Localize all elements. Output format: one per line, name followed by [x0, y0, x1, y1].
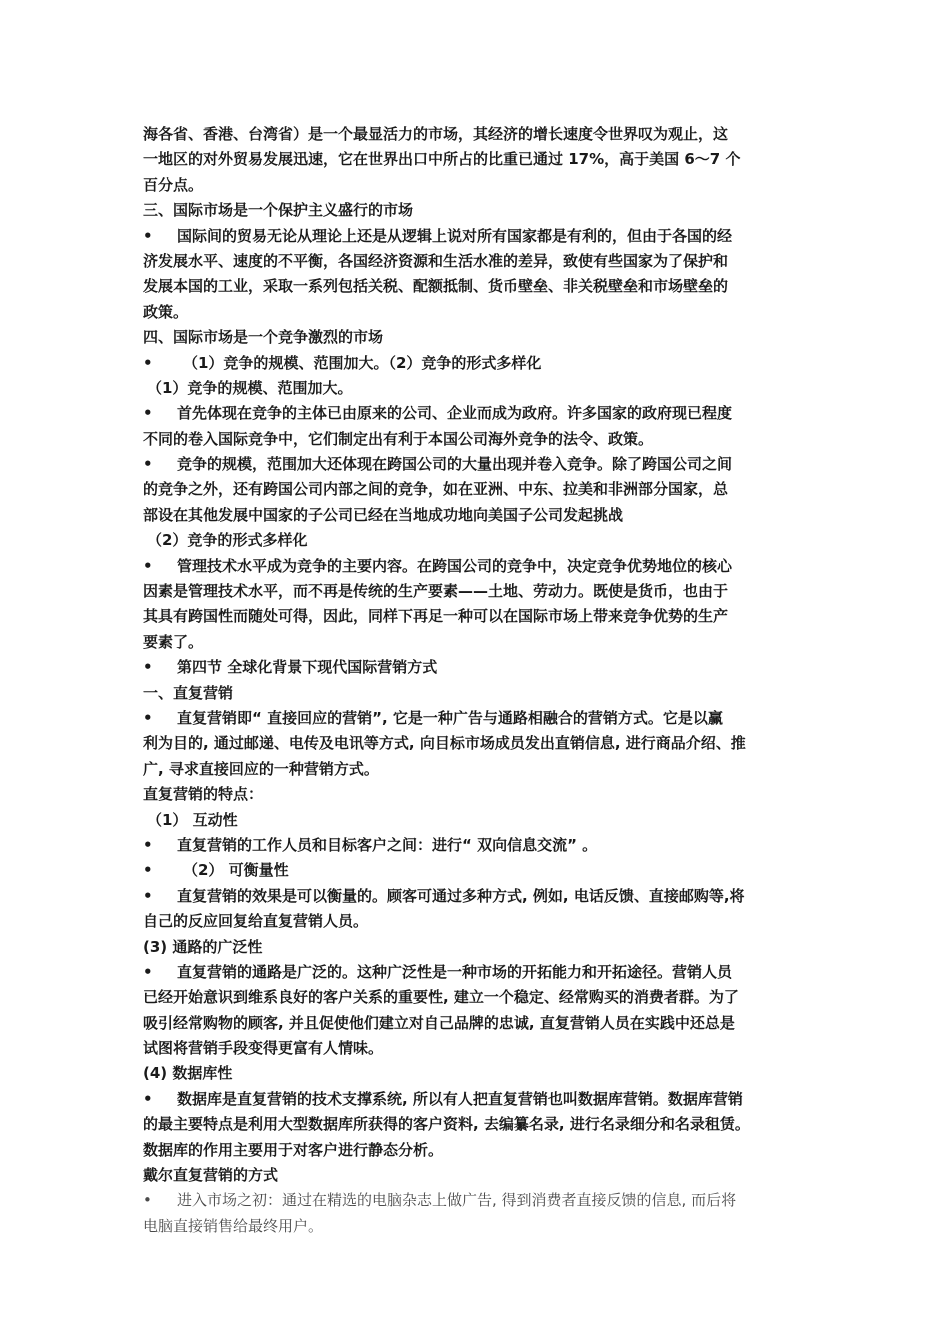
bullet-mark: •: [143, 455, 153, 474]
paragraph-line: [143, 985, 815, 1010]
bullet-mark: •: [143, 886, 153, 905]
line-text: 管理技术水平成为竞争的主要内容。在跨国公司的竞争中，决定竞争优势地位的核心: [177, 556, 733, 575]
paragraph-line: [143, 503, 815, 528]
line-text: 国际间的贸易无论从理论上还是从逻辑上说对所有国家都是有利的，但由于各国的经: [177, 226, 733, 245]
paragraph-line: [143, 935, 815, 960]
bullet-paragraph-line: [143, 960, 815, 985]
paragraph-line: [143, 731, 815, 756]
line-text: 第四节 全球化背景下现代国际营销方式: [177, 658, 438, 677]
bullet-mark: •: [143, 1089, 153, 1108]
line-text: 的最主要特点是利用大型数据库所获得的客户资料, 去编纂名录, 进行名录细分和名录租赁。: [143, 1115, 750, 1134]
bullet-paragraph-line: [143, 401, 815, 426]
paragraph-line: [143, 376, 815, 401]
paragraph-line: [143, 528, 815, 553]
bullet-mark: •: [143, 658, 153, 677]
bullet-paragraph-line: [143, 884, 815, 909]
line-text: （2） 可衡量性: [183, 861, 289, 880]
line-text: 部设在其他发展中国家的子公司已经在当地成功地向美国子公司发起挑战: [143, 505, 624, 524]
bullet-mark: •: [143, 962, 153, 981]
bullet-paragraph-line: [143, 554, 815, 579]
line-text: 直复营销的工作人员和目标客户之间：进行“ 双向信息交流” 。: [177, 835, 598, 854]
paragraph-line: [143, 681, 815, 706]
paragraph-line: [143, 122, 815, 147]
line-text: 四、国际市场是一个竞争激烈的市场: [143, 328, 384, 347]
line-text: 一、直复营销: [143, 683, 234, 702]
paragraph-line: [143, 1214, 815, 1239]
paragraph-line: [143, 1138, 815, 1163]
line-text: 政策。: [143, 302, 189, 321]
paragraph-line: [143, 1036, 815, 1061]
bullet-mark: •: [143, 1191, 152, 1210]
line-text: 竞争的规模，范围加大还体现在跨国公司的大量出现并卷入竞争。除了跨国公司之间: [177, 455, 733, 474]
paragraph-line: [143, 757, 815, 782]
paragraph-line: [143, 630, 815, 655]
bullet-paragraph-line: [143, 706, 815, 731]
bullet-paragraph-line: [143, 452, 815, 477]
line-text: 首先体现在竞争的主体已由原来的公司、企业而成为政府。许多国家的政府现已程度: [177, 404, 733, 423]
paragraph-line: [143, 604, 815, 629]
bullet-mark: •: [143, 226, 153, 245]
paragraph-line: [143, 427, 815, 452]
line-text: 直复营销的特点：: [143, 785, 264, 804]
line-text: 一地区的对外贸易发展迅速，它在世界出口中所占的比重已通过 17%，高于美国 6～7 个: [143, 150, 741, 169]
line-text: 自己的反应回复给直复营销人员。: [143, 912, 369, 931]
line-text: 的竞争之外，还有跨国公司内部之间的竞争，如在亚洲、中东、拉美和非洲部分国家，总: [143, 480, 729, 499]
paragraph-line: [143, 1061, 815, 1086]
line-text: 电脑直接销售给最终用户。: [143, 1216, 324, 1235]
paragraph-line: [143, 782, 815, 807]
bullet-paragraph-line: [143, 351, 815, 376]
paragraph-line: [143, 173, 815, 198]
line-text: (3) 通路的广泛性: [143, 937, 263, 956]
line-text: 直复营销即“ 直接回应的营销”, 它是一种广告与通路相融合的营销方式。它是以赢: [177, 708, 723, 727]
line-text: 百分点。: [143, 175, 204, 194]
bullet-mark: •: [143, 835, 153, 854]
paragraph-line: [143, 1163, 815, 1188]
line-text: 不同的卷入国际竞争中，它们制定出有利于本国公司海外竞争的法令、政策。: [143, 429, 654, 448]
line-text: 利为目的, 通过邮递、电传及电讯等方式, 向目标市场成员发出直销信息, 进行商品介绍、推: [143, 734, 746, 753]
line-text: 三、国际市场是一个保护主义盛行的市场: [143, 201, 414, 220]
line-text: 戴尔直复营销的方式: [143, 1166, 279, 1185]
paragraph-line: [143, 909, 815, 934]
paragraph-line: [143, 1112, 815, 1137]
paragraph-line: [143, 808, 815, 833]
line-text: 已经开始意识到维系良好的客户关系的重要性, 建立一个稳定、经常购买的消费者群。为了: [143, 988, 739, 1007]
line-text: 广, 寻求直接回应的一种营销方式。: [143, 759, 379, 778]
line-text: (4) 数据库性: [143, 1064, 233, 1083]
bullet-paragraph-line: [143, 1087, 815, 1112]
line-text: 数据库的作用主要用于对客户进行静态分析。: [143, 1140, 444, 1159]
paragraph-line: [143, 1011, 815, 1036]
paragraph-line: [143, 477, 815, 502]
bullet-paragraph-line: [143, 1188, 815, 1213]
line-text: （1）竞争的规模、范围加大。（2）竞争的形式多样化: [183, 353, 542, 372]
bullet-paragraph-line: [143, 655, 815, 680]
bullet-mark: •: [143, 353, 153, 372]
line-text: 进入市场之初：通过在精选的电脑杂志上做广告, 得到消费者直接反馈的信息, 而后将: [177, 1191, 737, 1210]
line-text: 海各省、香港、台湾省）是一个最显活力的市场，其经济的增长速度令世界叹为观止，这: [143, 125, 729, 143]
line-text: 发展本国的工业，采取一系列包括关税、配额抵制、货币壁垒、非关税壁垒和市场壁垒的: [143, 277, 729, 296]
line-text: （1） 互动性: [147, 810, 238, 829]
bullet-mark: •: [143, 404, 153, 423]
paragraph-line: [143, 147, 815, 172]
line-text: 数据库是直复营销的技术支撑系统, 所以有人把直复营销也叫数据库营销。数据库营销: [177, 1089, 743, 1108]
bullet-paragraph-line: [143, 224, 815, 249]
line-text: 直复营销的效果是可以衡量的。顾客可通过多种方式, 例如, 电话反馈、直接邮购等,将: [177, 886, 745, 905]
paragraph-line: [143, 274, 815, 299]
line-text: （2）竞争的形式多样化: [147, 531, 308, 550]
line-text: 因素是管理技术水平，而不再是传统的生产要素——土地、劳动力。既使是货币，也由于: [143, 582, 729, 601]
line-text: （1）竞争的规模、范围加大。: [147, 378, 353, 397]
document-body: [143, 122, 815, 1239]
line-text: 要素了。: [143, 632, 204, 651]
bullet-paragraph-line: [143, 858, 815, 883]
paragraph-line: [143, 198, 815, 223]
bullet-mark: •: [143, 556, 153, 575]
line-text: 其具有跨国性而随处可得，因此，同样下再足一种可以在国际市场上带来竞争优势的生产: [143, 607, 729, 626]
paragraph-line: [143, 249, 815, 274]
paragraph-line: [143, 300, 815, 325]
line-text: 济发展水平、速度的不平衡，各国经济资源和生活水准的差异，致使有些国家为了保护和: [143, 251, 729, 270]
line-text: 吸引经常购物的顾客, 并且促使他们建立对自己品牌的忠诚, 直复营销人员在实践中还总是: [143, 1013, 735, 1032]
bullet-mark: •: [143, 708, 153, 727]
bullet-paragraph-line: [143, 833, 815, 858]
paragraph-line: [143, 325, 815, 350]
line-text: 直复营销的通路是广泛的。这种广泛性是一种市场的开拓能力和开拓途径。营销人员: [177, 962, 733, 981]
paragraph-line: [143, 579, 815, 604]
bullet-mark: •: [143, 861, 153, 880]
line-text: 试图将营销手段变得更富有人情味。: [143, 1039, 384, 1058]
